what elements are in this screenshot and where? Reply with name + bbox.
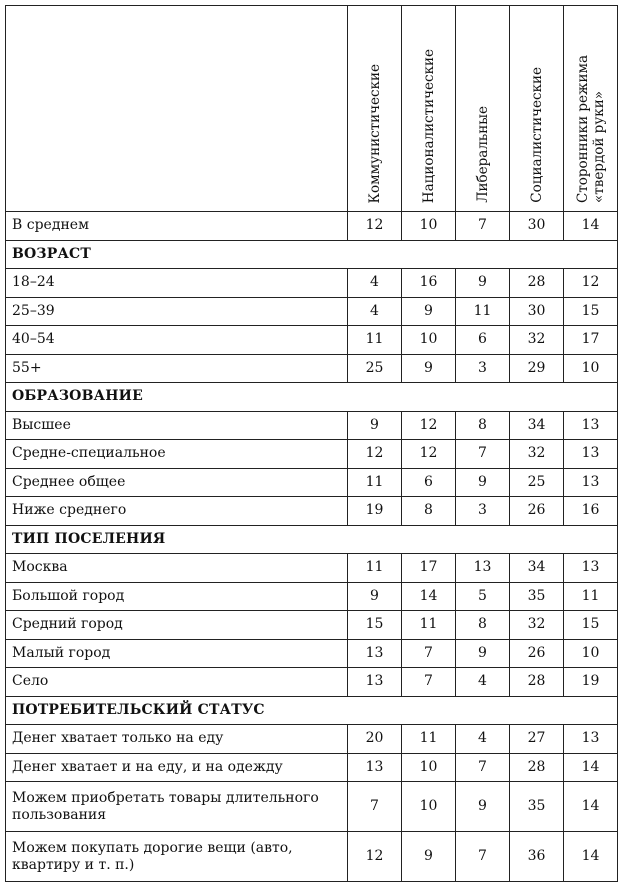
cell-value: 28 <box>510 753 564 782</box>
column-header-socialist: Социалистические <box>510 6 564 212</box>
row-label: 25–39 <box>6 297 348 326</box>
table-row <box>6 725 618 754</box>
cell-value: 14 <box>564 753 618 782</box>
cell-value: 13 <box>564 725 618 754</box>
table-row <box>6 440 618 469</box>
cell-value: 17 <box>402 554 456 583</box>
cell-value: 14 <box>564 782 618 832</box>
row-label: Высшее <box>6 411 348 440</box>
table-row <box>6 468 618 497</box>
table-row <box>6 326 618 355</box>
cell-value: 34 <box>510 411 564 440</box>
column-header-liberal: Либеральные <box>456 6 510 212</box>
cell-value: 25 <box>348 354 402 383</box>
cell-value: 8 <box>456 411 510 440</box>
cell-value: 11 <box>402 611 456 640</box>
row-label: Ниже среднего <box>6 497 348 526</box>
header-row <box>6 6 618 212</box>
cell-value: 19 <box>348 497 402 526</box>
row-label: Денег хватает только на еду <box>6 725 348 754</box>
cell-value: 11 <box>348 468 402 497</box>
cell-value: 34 <box>510 554 564 583</box>
cell-value: 10 <box>402 782 456 832</box>
table-row <box>6 611 618 640</box>
column-header-nationalist: Националистические <box>402 6 456 212</box>
cell-value: 30 <box>510 297 564 326</box>
section-title: ПОТРЕБИТЕЛЬСКИЙ СТАТУС <box>6 696 618 725</box>
table-body <box>6 212 618 882</box>
row-label: Среднее общее <box>6 468 348 497</box>
cell-value: 13 <box>348 753 402 782</box>
cell-value: 11 <box>402 725 456 754</box>
row-label: 18–24 <box>6 269 348 298</box>
cell-value: 36 <box>510 832 564 882</box>
cell-value: 7 <box>456 212 510 241</box>
cell-value: 19 <box>564 668 618 697</box>
survey-table <box>5 5 618 882</box>
cell-value: 5 <box>456 582 510 611</box>
table-row <box>6 297 618 326</box>
table-row <box>6 639 618 668</box>
cell-value: 11 <box>348 554 402 583</box>
table-row <box>6 753 618 782</box>
cell-value: 25 <box>510 468 564 497</box>
section-title: ТИП ПОСЕЛЕНИЯ <box>6 525 618 554</box>
cell-value: 16 <box>564 497 618 526</box>
cell-value: 28 <box>510 668 564 697</box>
cell-value: 9 <box>456 782 510 832</box>
cell-value: 26 <box>510 497 564 526</box>
header-corner-cell <box>6 6 348 212</box>
cell-value: 17 <box>564 326 618 355</box>
cell-value: 15 <box>348 611 402 640</box>
cell-value: 9 <box>456 639 510 668</box>
cell-value: 32 <box>510 326 564 355</box>
cell-value: 10 <box>402 212 456 241</box>
row-label: Можем приобретать товары длительного пользования <box>6 782 348 832</box>
cell-value: 3 <box>456 497 510 526</box>
cell-value: 9 <box>402 832 456 882</box>
cell-value: 4 <box>348 269 402 298</box>
cell-value: 9 <box>402 354 456 383</box>
cell-value: 6 <box>402 468 456 497</box>
cell-value: 7 <box>402 639 456 668</box>
section-title: ВОЗРАСТ <box>6 240 618 269</box>
table-row <box>6 411 618 440</box>
cell-value: 32 <box>510 611 564 640</box>
cell-value: 10 <box>402 753 456 782</box>
cell-value: 14 <box>564 212 618 241</box>
table-row <box>6 782 618 832</box>
cell-value: 7 <box>456 832 510 882</box>
section-header-row <box>6 383 618 412</box>
cell-value: 8 <box>402 497 456 526</box>
cell-value: 7 <box>456 753 510 782</box>
cell-value: 3 <box>456 354 510 383</box>
cell-value: 14 <box>402 582 456 611</box>
column-header-communist: Коммунистические <box>348 6 402 212</box>
cell-value: 6 <box>456 326 510 355</box>
cell-value: 7 <box>402 668 456 697</box>
cell-value: 13 <box>564 554 618 583</box>
row-label: Село <box>6 668 348 697</box>
cell-value: 26 <box>510 639 564 668</box>
row-label: В среднем <box>6 212 348 241</box>
cell-value: 12 <box>348 832 402 882</box>
row-label: Большой город <box>6 582 348 611</box>
cell-value: 12 <box>348 212 402 241</box>
section-header-row <box>6 525 618 554</box>
cell-value: 14 <box>564 832 618 882</box>
table-row <box>6 668 618 697</box>
cell-value: 8 <box>456 611 510 640</box>
table-row <box>6 832 618 882</box>
cell-value: 11 <box>348 326 402 355</box>
survey-table-container <box>5 5 618 882</box>
table-row-average <box>6 212 618 241</box>
cell-value: 32 <box>510 440 564 469</box>
section-header-row <box>6 696 618 725</box>
cell-value: 28 <box>510 269 564 298</box>
row-label: Москва <box>6 554 348 583</box>
cell-value: 4 <box>456 725 510 754</box>
cell-value: 12 <box>348 440 402 469</box>
cell-value: 16 <box>402 269 456 298</box>
cell-value: 12 <box>402 440 456 469</box>
cell-value: 9 <box>348 582 402 611</box>
cell-value: 13 <box>564 468 618 497</box>
cell-value: 35 <box>510 582 564 611</box>
cell-value: 9 <box>348 411 402 440</box>
cell-value: 7 <box>348 782 402 832</box>
column-header-strong-hand: Сторонники режима «твердой руки» <box>564 6 618 212</box>
cell-value: 4 <box>456 668 510 697</box>
cell-value: 13 <box>348 668 402 697</box>
row-label: Средне-специальное <box>6 440 348 469</box>
cell-value: 29 <box>510 354 564 383</box>
cell-value: 10 <box>564 354 618 383</box>
table-row <box>6 582 618 611</box>
cell-value: 15 <box>564 611 618 640</box>
cell-value: 10 <box>564 639 618 668</box>
section-title: ОБРАЗОВАНИЕ <box>6 383 618 412</box>
row-label: Можем покупать дорогие вещи (авто, квартиру и т. п.) <box>6 832 348 882</box>
table-row <box>6 354 618 383</box>
cell-value: 20 <box>348 725 402 754</box>
section-header-row <box>6 240 618 269</box>
row-label: 40–54 <box>6 326 348 355</box>
row-label: Денег хватает и на еду, и на одежду <box>6 753 348 782</box>
cell-value: 13 <box>348 639 402 668</box>
cell-value: 15 <box>564 297 618 326</box>
cell-value: 30 <box>510 212 564 241</box>
cell-value: 9 <box>402 297 456 326</box>
row-label: 55+ <box>6 354 348 383</box>
cell-value: 27 <box>510 725 564 754</box>
cell-value: 13 <box>456 554 510 583</box>
cell-value: 7 <box>456 440 510 469</box>
cell-value: 9 <box>456 468 510 497</box>
cell-value: 13 <box>564 411 618 440</box>
table-row <box>6 497 618 526</box>
cell-value: 35 <box>510 782 564 832</box>
cell-value: 4 <box>348 297 402 326</box>
cell-value: 9 <box>456 269 510 298</box>
row-label: Малый город <box>6 639 348 668</box>
cell-value: 11 <box>564 582 618 611</box>
cell-value: 11 <box>456 297 510 326</box>
cell-value: 10 <box>402 326 456 355</box>
cell-value: 12 <box>402 411 456 440</box>
cell-value: 12 <box>564 269 618 298</box>
table-row <box>6 269 618 298</box>
table-row <box>6 554 618 583</box>
cell-value: 13 <box>564 440 618 469</box>
row-label: Средний город <box>6 611 348 640</box>
